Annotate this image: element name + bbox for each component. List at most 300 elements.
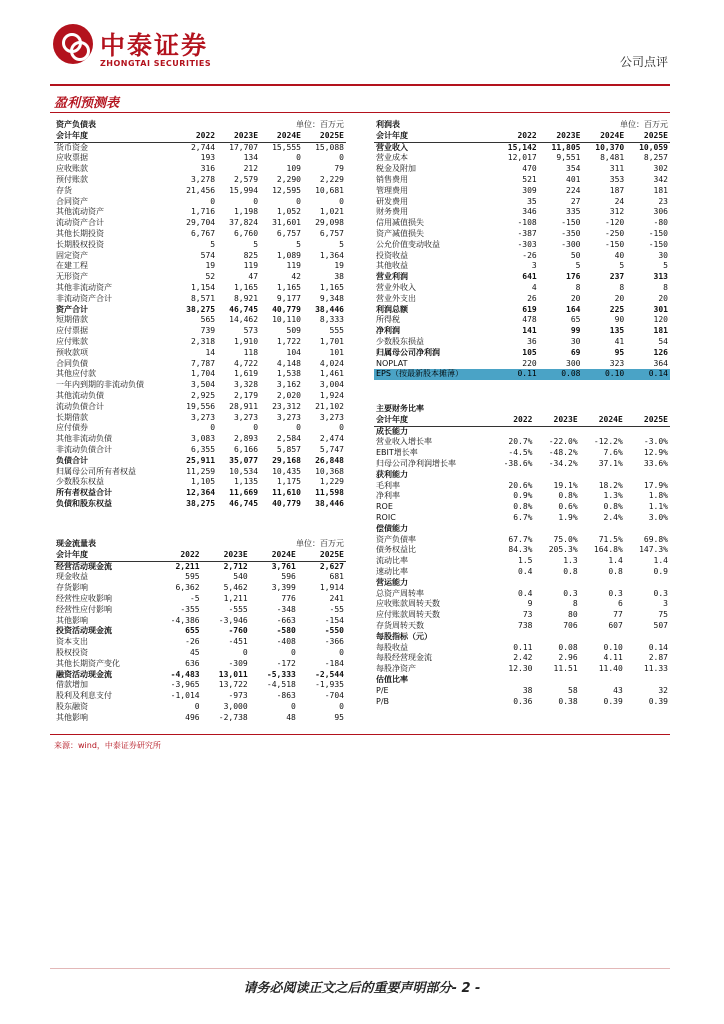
row-value: 33.6% [643,458,668,468]
row-value: -150 [648,239,668,249]
row-value: -108 [517,218,537,228]
row-value: 118 [243,347,259,357]
row-label: 在建工程 [56,261,88,271]
table-row [374,459,670,470]
row-value: 11,610 [272,488,301,498]
row-value: 30 [658,250,668,260]
row-value: -250 [604,228,625,238]
row-label: 营业收入 [376,142,408,152]
row-label: 合同负债 [56,358,88,368]
row-value: 2.87 [648,653,668,663]
row-value: 17,707 [229,142,259,152]
row-label: P/B [376,696,390,706]
row-value: 1,701 [319,336,344,346]
row-value: 19 [334,261,344,271]
table-row [54,294,346,305]
row-label: ROIC [376,512,396,522]
row-value: 95 [334,712,344,722]
row-value: 0.36 [513,696,533,706]
table-row [374,664,670,675]
table-row [54,670,346,681]
table-row [54,594,346,605]
column-header: 2025E [303,131,346,142]
row-value: 1.3 [563,556,578,566]
column-header: 会计年度 [54,131,174,142]
table-row [374,175,670,186]
row-value: 0.8% [558,491,578,501]
row-label: 股东融资 [56,701,88,711]
table-row [54,251,346,262]
row-value: 1.9% [558,512,578,522]
row-value: 521 [522,174,537,184]
row-value: 4 [531,282,537,292]
row-value: 1.5 [518,556,533,566]
column-header: 2023E [202,550,250,561]
row-value: 0.10 [603,642,623,652]
table-row [54,691,346,702]
row-value: 10,370 [595,142,625,152]
row-value: 4,722 [233,358,259,368]
row-label: 应付账款周转天数 [376,610,440,620]
row-value: 313 [653,272,668,282]
row-value: 2,579 [233,174,259,184]
row-value: 10,110 [272,315,301,325]
table-row [54,616,346,627]
row-value: 1,619 [233,369,259,379]
row-value: 6,355 [190,444,216,454]
row-value: 3,399 [271,583,296,593]
row-value: 309 [522,185,537,195]
row-label: 资产负债率 [376,534,416,544]
row-value: 0.6% [558,502,578,512]
row-value: 20.7% [508,437,533,447]
table-row [374,610,670,621]
row-label: 营业外收入 [376,282,416,292]
row-value: 29,704 [186,218,216,228]
table-row [54,326,346,337]
row-label: 预付账款 [56,174,88,184]
row-value: 300 [566,358,581,368]
table-row [374,686,670,697]
row-value: 0.8 [563,566,578,576]
cash-flow-table [54,539,346,724]
column-header: 2025E [626,131,670,142]
row-label: 应收票据 [56,153,88,163]
table-row [54,261,346,272]
table-row [374,359,670,370]
row-value: 3,000 [223,701,248,711]
row-label: 其他长期资产变化 [56,658,120,668]
row-value: 15,142 [507,142,537,152]
row-value: -309 [228,658,248,668]
row-value: -3,946 [218,615,248,625]
table-title-row [374,404,670,415]
row-value: 15,088 [315,142,344,152]
row-value: 1.4 [608,556,623,566]
row-value: 31,601 [272,218,301,228]
row-value: -55 [329,604,344,614]
row-value: 8,257 [643,153,668,163]
row-value: 13,722 [218,680,248,690]
row-label: 每股指标（元） [376,631,432,641]
row-value: -34.2% [548,458,578,468]
company-name-cn: 中泰证券 [100,31,209,60]
table-row [54,207,346,218]
row-value: 6,362 [175,583,200,593]
row-value [580,632,625,643]
table-row [54,283,346,294]
row-value: 65 [570,315,581,325]
row-value: 0 [339,647,344,657]
table-row [374,164,670,175]
row-label: 存货 [56,185,72,195]
row-label: 资产减值损失 [376,228,424,238]
row-value: 1,461 [319,369,344,379]
row-label: 营业成本 [376,153,408,163]
row-value: -350 [561,228,581,238]
row-value: 2,712 [223,561,248,571]
row-value: 43 [613,685,623,695]
row-value: 2,925 [190,390,216,400]
column-header: 2022 [489,415,534,426]
row-value: 311 [609,164,625,174]
row-value: 237 [609,272,625,282]
row-value: 164.8% [593,545,623,555]
row-value: 540 [233,572,248,582]
row-value: -120 [604,218,625,228]
column-header: 2022 [153,550,201,561]
row-label: 销售费用 [376,174,408,184]
row-value: 15,994 [229,185,259,195]
row-label: 每股经营现金流 [376,653,432,663]
row-label: 应付债券 [56,423,88,433]
column-header: 2024E [580,415,625,426]
table-title: 现金流量表 [56,539,96,548]
row-value: 3,761 [271,561,296,571]
table-row [54,467,346,478]
row-label: 合同资产 [56,196,88,206]
row-value: -1,935 [315,680,344,690]
row-label: 无形资产 [56,272,88,282]
row-value: 11,598 [315,488,344,498]
table-row [54,456,346,467]
row-label: 每股净资产 [376,664,416,674]
row-label: 负债和股东权益 [56,498,112,508]
column-header: 2025E [625,415,670,426]
row-label: 公允价值变动收益 [376,239,440,249]
page-number: - 2 - [451,981,481,996]
row-value: 2,229 [319,174,344,184]
row-value: 119 [243,261,259,271]
table-row [54,240,346,251]
row-value: 104 [286,347,301,357]
table-title-row [374,120,670,131]
row-value: 20.6% [508,480,533,490]
row-value: 1,538 [276,369,301,379]
row-label: 偿债能力 [376,523,408,533]
row-value: 46,745 [229,498,259,508]
row-value: -38.6% [503,458,533,468]
row-value: -150 [604,239,625,249]
table-row [374,229,670,240]
row-label: 归属母公司所有者权益 [56,466,136,476]
row-value: 181 [653,326,668,336]
table-row [54,561,346,572]
row-value: 1,924 [319,390,344,400]
row-value: 619 [522,304,537,314]
table-row [374,643,670,654]
row-value: 5 [575,261,581,271]
row-value: 11,259 [186,466,216,476]
row-value [625,675,670,686]
row-value: 10,681 [315,185,344,195]
row-value: 24 [614,196,625,206]
row-value: 596 [281,572,296,582]
row-label: 经营活动现金流 [56,561,112,571]
row-label: 投资收益 [376,250,408,260]
row-value: -26 [522,250,537,260]
row-label: 营业外支出 [376,293,416,303]
row-value: 105 [522,347,537,357]
row-value: 12,364 [186,488,216,498]
row-value: 80 [568,610,578,620]
row-label: 应收账款周转天数 [376,599,440,609]
row-value: 205.3% [548,545,578,555]
row-value: 11.40 [598,664,623,674]
row-value: 20 [570,293,581,303]
row-value: 19 [205,261,216,271]
row-value: 0 [253,196,259,206]
row-value: 14,462 [229,315,259,325]
row-value: 9,551 [556,153,581,163]
row-value: 2,893 [233,434,259,444]
row-value: 29,168 [272,455,301,465]
row-value: 73 [522,610,533,620]
table-row [374,513,670,524]
row-label: 经营性应收影响 [56,593,112,603]
table-row [374,556,670,567]
row-value: 54 [658,336,668,346]
table-row [54,434,346,445]
row-value: -4,518 [266,680,296,690]
row-value: 2,474 [319,434,344,444]
row-value: 0.08 [539,369,583,380]
row-value: 8,921 [233,293,259,303]
row-label: 流动比率 [376,556,408,566]
row-value: 25,911 [186,455,216,465]
row-value: 401 [566,174,581,184]
row-value: -704 [324,691,344,701]
table-row [54,272,346,283]
row-value: 18.2% [598,480,623,490]
row-value: 0.8% [603,502,623,512]
row-value: 6,767 [190,228,216,238]
table-row [54,702,346,713]
table-row [374,621,670,632]
row-value: 1,135 [233,477,259,487]
row-value: -3.0% [643,437,668,447]
row-value: 10,059 [639,142,668,152]
row-value: 738 [518,620,533,630]
table-row [54,218,346,229]
row-label: 一年内到期的非流动负债 [56,380,144,390]
row-value: 79 [334,164,344,174]
row-value: 5 [210,239,216,249]
row-value [489,675,534,686]
row-value: 3,083 [190,434,216,444]
row-value: 2,290 [276,174,301,184]
row-label: 货币资金 [56,142,88,152]
row-value: 3,278 [190,174,216,184]
row-value: -12.2% [593,437,623,447]
row-value: -150 [561,218,581,228]
row-value: -48.2% [548,448,578,458]
row-value: 19.1% [553,480,578,490]
row-value: 1,105 [190,477,216,487]
row-value: -22.0% [548,437,578,447]
table-header-row [54,550,346,561]
row-value: 0 [339,153,344,163]
table-header-row [374,415,670,426]
row-value: 354 [566,164,581,174]
row-value: 193 [200,153,216,163]
header-divider [50,84,670,86]
row-value: 0.9% [513,491,533,501]
row-value: 71.5% [598,534,623,544]
row-value [580,675,625,686]
row-value: -863 [276,691,296,701]
row-value: 32 [658,685,668,695]
table-row [54,477,346,488]
row-value: 509 [286,326,301,336]
row-label: 所得税 [376,315,400,325]
row-value: 135 [609,326,625,336]
row-value: 316 [200,164,216,174]
row-label: 负债合计 [56,455,88,465]
row-value: 26,848 [315,455,344,465]
row-value: 3 [663,599,668,609]
row-label: 总资产周转率 [376,588,424,598]
column-header: 会计年度 [374,131,495,142]
row-value: 23 [658,196,668,206]
table-row [54,337,346,348]
row-value: 312 [609,207,625,217]
row-value: 11,805 [551,142,581,152]
row-label: 其他应付款 [56,369,96,379]
source-divider [50,734,670,735]
financial-ratios-table [374,404,670,707]
row-value: -760 [228,626,248,636]
row-label: 短期借款 [56,315,88,325]
row-label: 投资活动现金流 [56,626,112,636]
row-value: 3,504 [190,380,216,390]
row-value [489,470,534,481]
row-value: 7.6% [603,448,623,458]
row-value: 1.3% [603,491,623,501]
row-value: 3,273 [233,412,259,422]
row-value: 595 [185,572,200,582]
row-label: 应付账款 [56,336,88,346]
table-row [54,369,346,380]
table-header-row [54,131,346,142]
row-value: 1,198 [233,207,259,217]
row-value: 0 [339,701,344,711]
row-value: 1,089 [276,250,301,260]
row-value [625,524,670,535]
row-value: 0.3 [608,588,623,598]
row-value: 2,627 [319,561,344,571]
row-label: 融资活动现金流 [56,669,112,679]
row-value: 8 [663,282,668,292]
row-value: -366 [324,637,344,647]
row-value: 26 [527,293,537,303]
row-value: 20 [614,293,625,303]
row-value: 335 [566,207,581,217]
table-title: 利润表 [376,120,400,129]
page-header [0,0,724,90]
row-value: 470 [522,164,537,174]
row-value: 37,824 [229,218,259,228]
row-value: -4,386 [170,615,200,625]
row-value: 225 [609,304,625,314]
row-value: 641 [522,272,537,282]
row-label: 净利润 [376,326,400,336]
column-header: 2023E [534,415,579,426]
row-value: 38,275 [186,304,216,314]
row-label: 存货影响 [56,583,88,593]
table-row [374,251,670,262]
row-value: 6 [617,599,623,609]
table-row [374,153,670,164]
row-label: 获利能力 [376,469,408,479]
row-value: 555 [329,326,344,336]
row-value [534,426,579,437]
row-value [489,578,534,589]
row-value: 12.30 [508,664,533,674]
row-label: 利润总额 [376,304,408,314]
row-value: 5 [339,239,344,249]
row-value: 681 [329,572,344,582]
row-value: -26 [185,637,200,647]
row-value: 101 [329,347,344,357]
row-value: 141 [522,326,537,336]
row-value: 15,555 [272,142,301,152]
row-value: 2.42 [513,653,533,663]
row-value: 0.39 [603,696,623,706]
row-label: 资产合计 [56,304,88,314]
table-row [374,481,670,492]
table-row [374,491,670,502]
row-value [625,470,670,481]
row-value: 0 [194,701,200,711]
row-value [580,524,625,535]
row-label: 少数股东损益 [376,336,424,346]
row-value: 0 [296,423,301,433]
table-row [374,545,670,556]
table-row [374,653,670,664]
row-value [489,426,534,437]
table-row [374,326,670,337]
row-label: 流动资产合计 [56,218,104,228]
company-name-en: ZHONGTAI SECURITIES [100,59,212,68]
table-row [374,535,670,546]
row-value: 2,020 [276,390,301,400]
row-value [489,632,534,643]
table-row [54,305,346,316]
row-value: 4.11 [603,653,623,663]
row-value: -172 [276,658,296,668]
row-value: 1.1% [648,502,668,512]
